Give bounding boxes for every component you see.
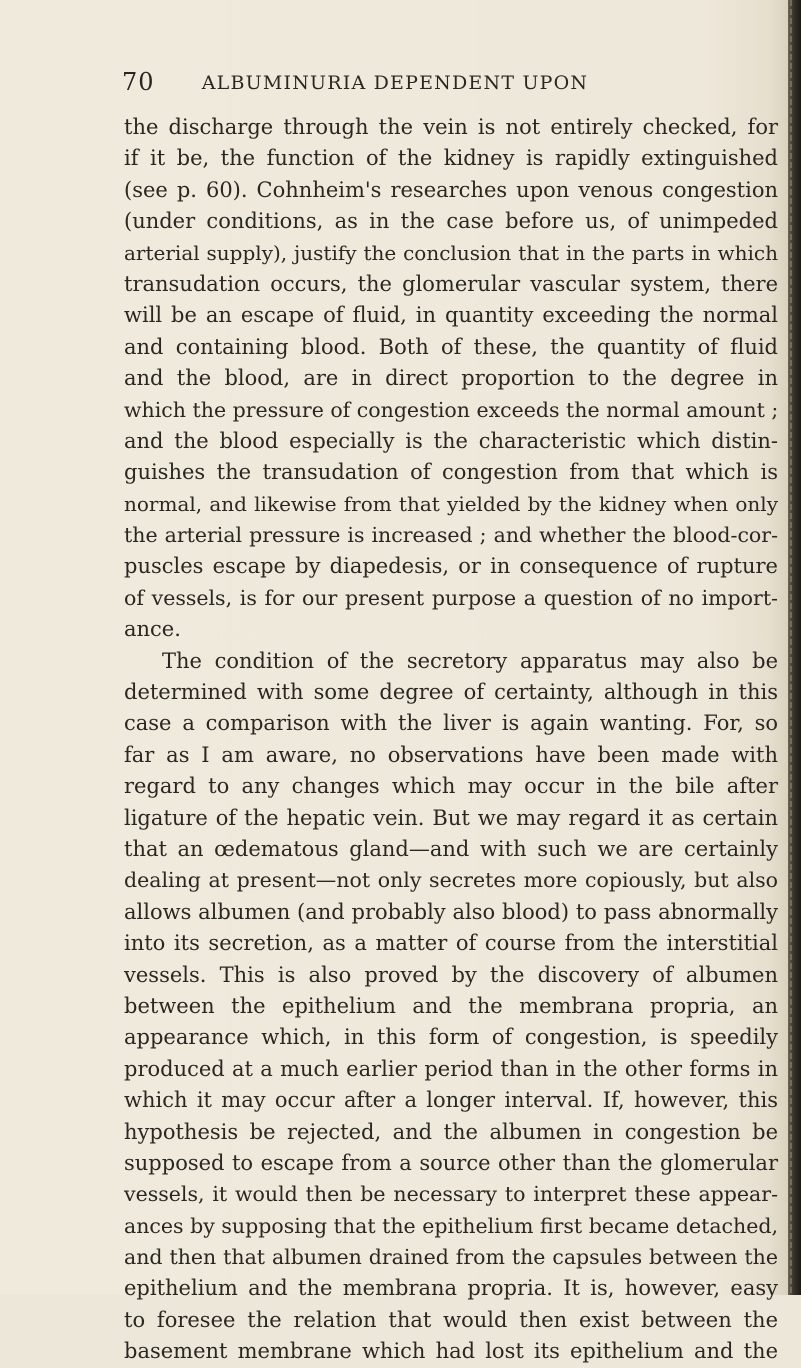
text-line: produced at a much earlier period than in the other forms in: [124, 1056, 778, 1081]
text-line: which the pressure of congestion exceeds the normal amount ;: [124, 397, 779, 422]
text-line: determined with some degree of certainty, although in this: [124, 680, 778, 705]
text-line: the arterial pressure is increased ; and whether the blood-cor-: [124, 523, 778, 548]
text-line: the discharge through the vein is not entirely checked, for: [124, 115, 778, 139]
text-line: ances by supposing that the epithelium first became detached,: [124, 1213, 778, 1238]
text-line: appearance which, in this form of congestion, is speedily: [124, 1025, 778, 1050]
text-line: and the blood, are in direct proportion to the degree in: [124, 366, 778, 391]
text-line: into its secretion, as a matter of course from the interstitial: [124, 931, 778, 956]
text-line: dealing at present—not only secretes more copiously, but also: [124, 868, 778, 893]
text-line: and containing blood. Both of these, the quantity of fluid: [124, 334, 778, 359]
text-line: and then that albumen drained from the capsules between the: [124, 1245, 778, 1270]
text-line: hypothesis be rejected, and the albumen in congestion be: [124, 1119, 778, 1144]
text-line: guishes the transudation of congestion from that which is: [124, 460, 778, 485]
text-line: to foresee the relation that would then exist between the: [124, 1307, 778, 1332]
running-header: [0, 68, 790, 108]
text-line: that an œdematous gland—and with such we are certainly: [124, 836, 778, 861]
text-line: and the blood especially is the characteristic which distin-: [124, 428, 778, 453]
text-line: vessels. This is also proved by the discovery of albumen: [124, 962, 778, 987]
text-line: arterial supply), justify the conclusion that in the parts in which: [124, 240, 778, 265]
text-line: normal, and likewise from that yielded by the kidney when only: [124, 491, 778, 516]
text-line: case a comparison with the liver is again wanting. For, so: [124, 711, 778, 736]
text-line: of vessels, is for our present purpose a question of no import-: [124, 585, 778, 610]
page-binding-edge: [788, 0, 801, 1295]
text-line: ligature of the hepatic vein. But we may regard it as certain: [124, 805, 778, 830]
text-line: transudation occurs, the glomerular vascular system, there: [124, 271, 778, 296]
page-number: 70: [122, 68, 155, 96]
text-line: vessels, it would then be necessary to interpret these appear-: [124, 1182, 778, 1207]
text-line: allows albumen (and probably also blood) to pass abnormally: [124, 899, 778, 924]
text-line: between the epithelium and the membrana propria, an: [124, 993, 778, 1018]
text-line: regard to any changes which may occur in the bile after: [124, 774, 778, 799]
text-line: (see p. 60). Cohnheim's researches upon venous congestion: [124, 177, 778, 202]
running-title: ALBUMINURIA DEPENDENT UPON: [201, 72, 589, 94]
text-line: puscles escape by diapedesis, or in consequence of rupture: [124, 554, 778, 579]
text-line: if it be, the function of the kidney is rapidly extinguished: [124, 146, 778, 171]
paragraph-end-line: ance.: [124, 617, 181, 642]
text-line: will be an escape of fluid, in quantity exceeding the normal: [124, 303, 778, 328]
text-line: epithelium and the membrana propria. It is, however, easy: [124, 1276, 778, 1301]
text-line: supposed to escape from a source other than the glomerular: [124, 1150, 778, 1175]
text-line: which it may occur after a longer interval. If, however, this: [124, 1088, 778, 1113]
paragraph-start-line: The condition of the secretory apparatus may also be: [162, 648, 778, 673]
body-text: [124, 112, 778, 1368]
text-line: basement membrane which had lost its epithelium and the: [124, 1339, 778, 1364]
text-line: far as I am aware, no observations have been made with: [124, 742, 778, 767]
text-line: (under conditions, as in the case before us, of unimpeded: [124, 209, 778, 234]
